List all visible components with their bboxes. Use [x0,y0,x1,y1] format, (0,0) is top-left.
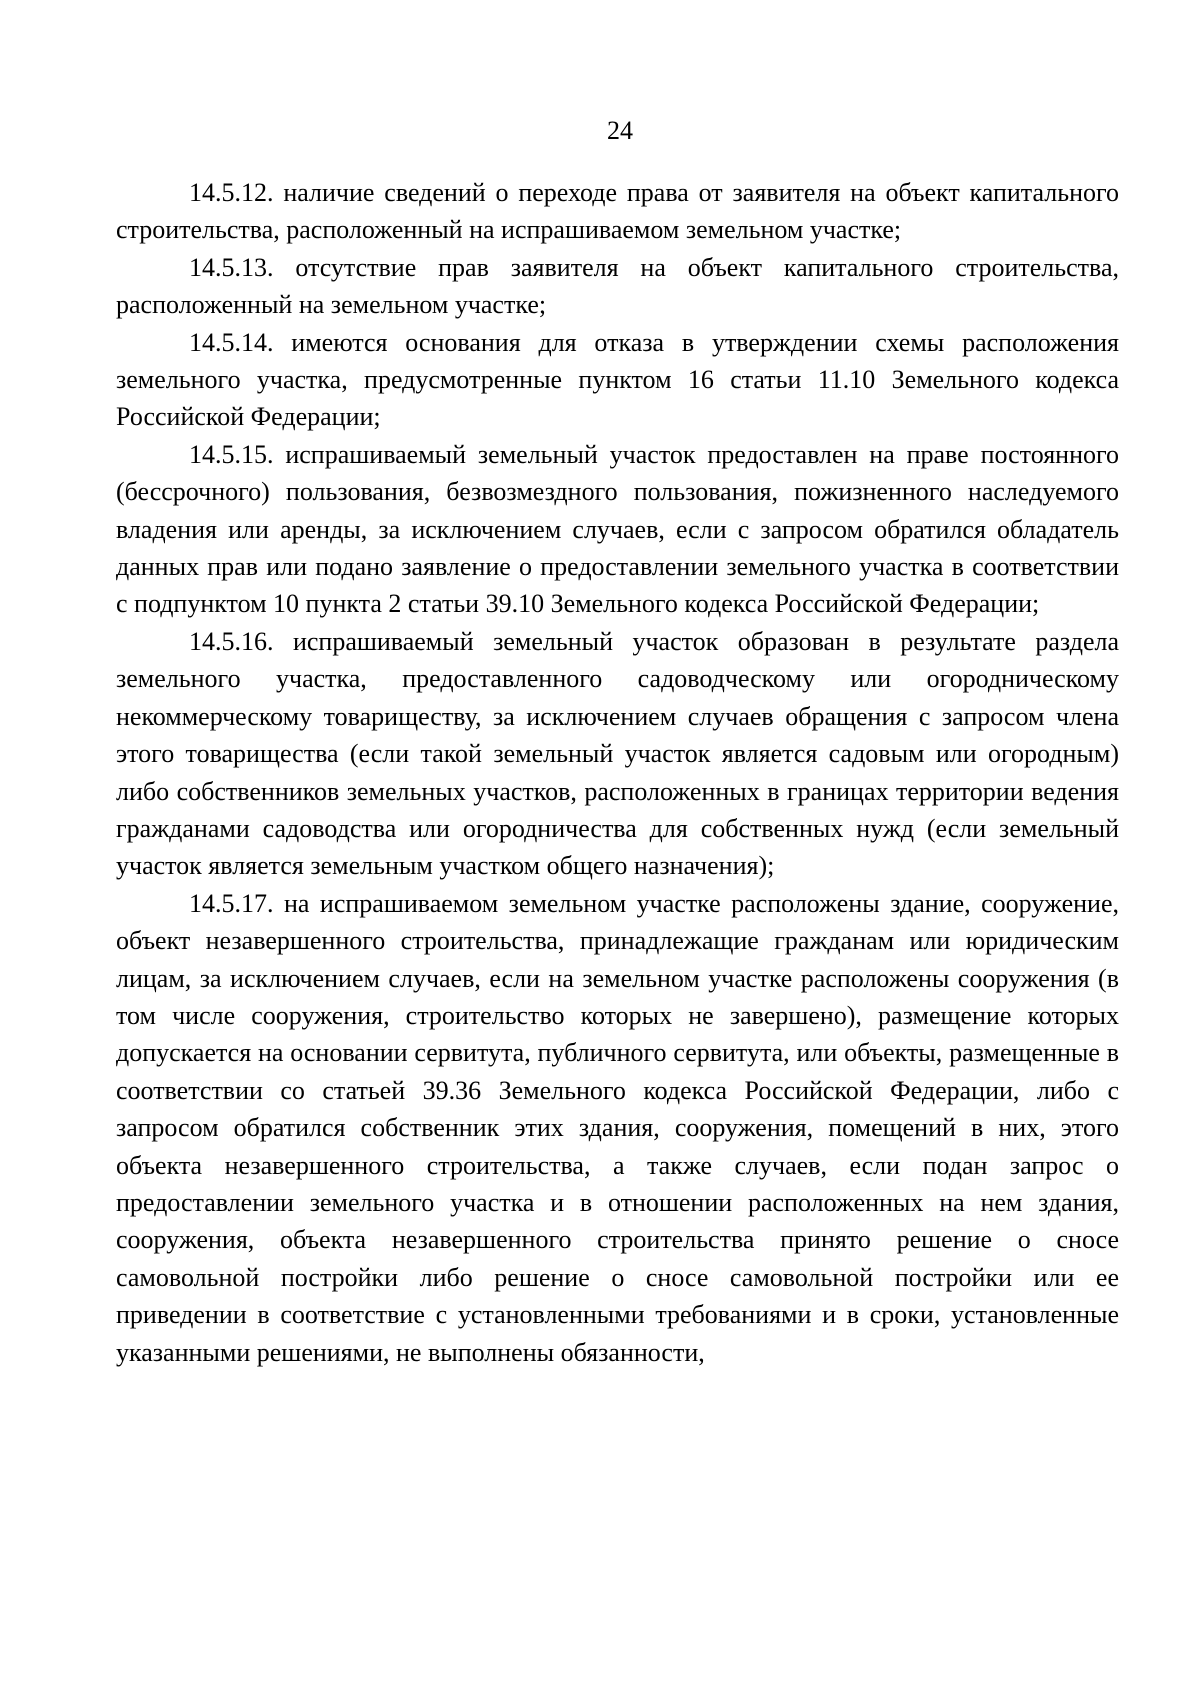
paragraph-14-5-14: 14.5.14. имеются основания для отказа в утверждении схемы расположения земельного участка, предусмотренные пунктом 16 статьи 11.10 Земельного кодекса Российской Федерации; [116,327,1119,432]
paragraph-14-5-13: 14.5.13. отсутствие прав заявителя на объект капитального строительства, расположенный на земельном участке; [116,252,1119,320]
paragraph-14-5-17: 14.5.17. на испрашиваемом земельном участке расположены здание, сооружение, объект незавершенного строительства, принадлежащие гражданам или юридическим лицам, за исключением случаев, если на земельном участке расположены сооружения (в том числе сооружения, строительство которых не завершено), размещение которых допускается на основании сервитута, публичного сервитута, или объекты, размещенные в соответствии со статьей 39.36 Земельного кодекса Российской Федерации, либо с запросом обратился собственник этих здания, сооружения, помещений в них, этого объекта незавершенного строительства, а также случаев, если подан запрос о предоставлении земельного участка и в отношении расположенных на нем здания, сооружения, объекта незавершенного строительства принято решение о сносе самовольной постройки либо решение о сносе самовольной постройки или ее приведении в соответствие с установленными требованиями и в сроки, установленные указанными решениями, не выполнены обязанности, [116,888,1119,1367]
page-number: 24 [607,116,633,145]
paragraph-14-5-15: 14.5.15. испрашиваемый земельный участок предоставлен на праве постоянного (бессрочного) пользования, безвозмездного пользования, пожизненного наследуемого владения или аренды, за исключением случаев, если с запросом обратился обладатель данных прав или подано заявление о предоставлении земельного участка в соответствии с подпунктом 10 пункта 2 статьи 39.10 Земельного кодекса Российской Федерации; [116,439,1119,619]
paragraph-14-5-12: 14.5.12. наличие сведений о переходе права от заявителя на объект капитального строительства, расположенный на испрашиваемом земельном участке; [116,178,1119,245]
paragraph-14-5-16: 14.5.16. испрашиваемый земельный участок образован в результате раздела земельного участка, предоставленного садоводческому или огородническому некоммерческому товариществу, за исключением случаев обращения с запросом члена этого товарищества (если такой земельный участок является садовым или огородным) либо собственников земельных участков, расположенных в границах территории ведения гражданами садоводства или огородничества для собственных нужд (если земельный участок является земельным участком общего назначения); [116,626,1119,881]
document-body [116,174,1119,1371]
